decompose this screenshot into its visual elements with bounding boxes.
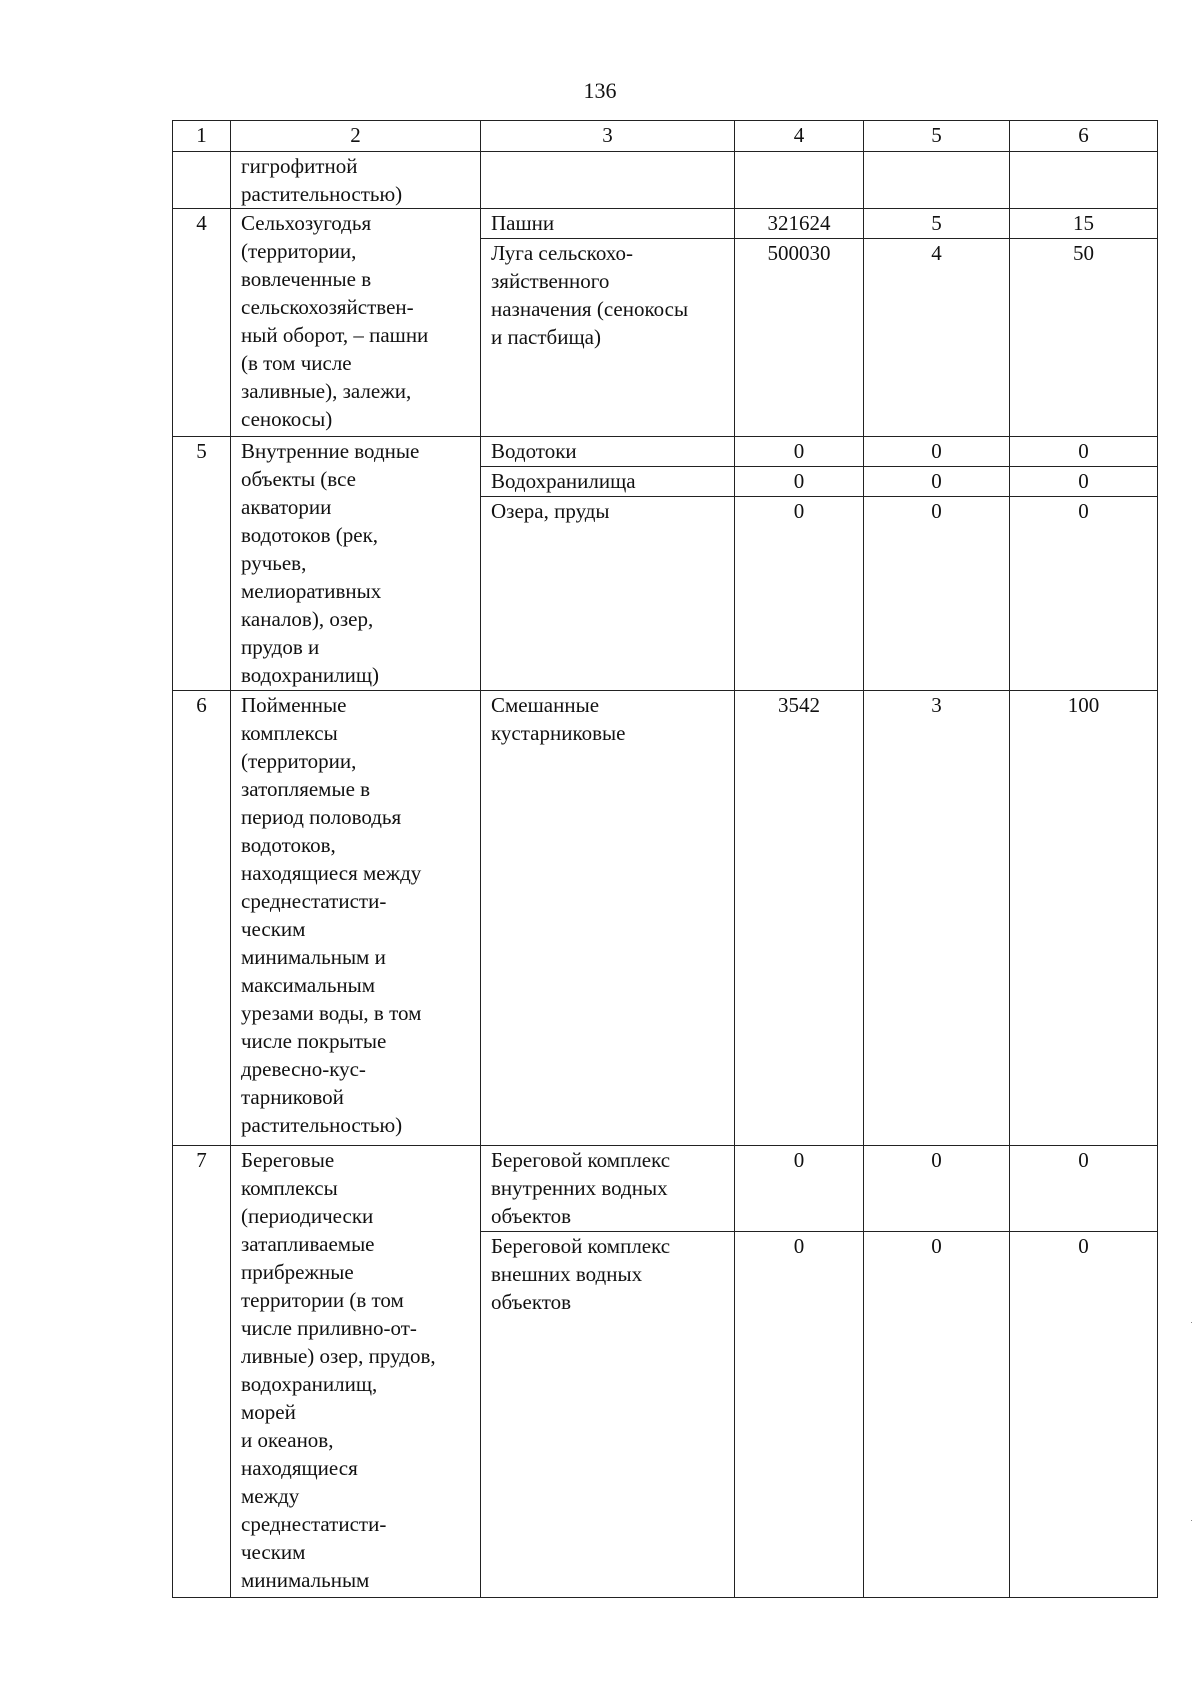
subcategory: Береговой комплекс внешних водных объектов xyxy=(481,1232,735,1598)
value-col5: 0 xyxy=(864,1232,1010,1598)
subcategory xyxy=(481,152,735,209)
value-col4 xyxy=(735,152,864,209)
value-col4: 0 xyxy=(735,1232,864,1598)
value-col6: 0 xyxy=(1010,1232,1158,1598)
row-number: 7 xyxy=(173,1146,231,1598)
category-description: Сельхозугодья (территории, вовлеченные в сельскохозяйствен- ный оборот, – пашни (в том числе заливные), залежи, сенокосы) xyxy=(231,209,481,437)
subcategory: Береговой комплекс внутренних водных объектов xyxy=(481,1146,735,1232)
table-row xyxy=(173,152,1158,209)
subcategory: Пашни xyxy=(481,209,735,239)
value-col4: 0 xyxy=(735,497,864,691)
column-header: 3 xyxy=(481,121,735,152)
column-header: 5 xyxy=(864,121,1010,152)
row-number: 6 xyxy=(173,691,231,1146)
table-row xyxy=(173,691,1158,1146)
category-description: Пойменные комплексы (территории, затопляемые в период половодья водотоков, находящиеся между среднестатисти- ческим минимальным и максимальным урезами воды, в том числе покрытые древесно-кус- тарниковой растительностью) xyxy=(231,691,481,1146)
table-row xyxy=(173,209,1158,239)
page-number: 136 xyxy=(583,78,617,103)
subcategory: Смешанные кустарниковые xyxy=(481,691,735,1146)
value-col6 xyxy=(1010,152,1158,209)
value-col6: 0 xyxy=(1010,437,1158,467)
row-number: 5 xyxy=(173,437,231,691)
value-col4: 321624 xyxy=(735,209,864,239)
value-col5: 0 xyxy=(864,467,1010,497)
value-col5: 0 xyxy=(864,437,1010,467)
value-col4: 3542 xyxy=(735,691,864,1146)
value-col6: 50 xyxy=(1010,239,1158,437)
value-col5: 5 xyxy=(864,209,1010,239)
land-categories-table xyxy=(172,120,1158,1598)
row-number: 4 xyxy=(173,209,231,437)
table-row xyxy=(173,437,1158,467)
value-col6: 0 xyxy=(1010,497,1158,691)
category-description: Внутренние водные объекты (все акватории водотоков (рек, ручьев, мелиоративных каналов), озер, прудов и водохранилищ) xyxy=(231,437,481,691)
column-header: 1 xyxy=(173,121,231,152)
scan-speck xyxy=(1191,1520,1192,1521)
value-col5: 3 xyxy=(864,691,1010,1146)
subcategory: Водохранилища xyxy=(481,467,735,497)
value-col5: 4 xyxy=(864,239,1010,437)
table-row xyxy=(173,1146,1158,1232)
row-number xyxy=(173,152,231,209)
value-col5: 0 xyxy=(864,1146,1010,1232)
value-col6: 0 xyxy=(1010,1146,1158,1232)
subcategory: Озера, пруды xyxy=(481,497,735,691)
value-col4: 0 xyxy=(735,437,864,467)
column-header: 4 xyxy=(735,121,864,152)
value-col5: 0 xyxy=(864,497,1010,691)
column-number-row xyxy=(173,121,1158,152)
value-col6: 100 xyxy=(1010,691,1158,1146)
value-col4: 0 xyxy=(735,1146,864,1232)
value-col6: 0 xyxy=(1010,467,1158,497)
column-header: 2 xyxy=(231,121,481,152)
scan-speck xyxy=(1191,1322,1192,1323)
value-col4: 500030 xyxy=(735,239,864,437)
category-description: Береговые комплексы (периодически затапливаемые прибрежные территории (в том числе приливно-от- ливные) озер, прудов, водохранилищ, морей и океанов, находящиеся между среднестатисти- ческим минимальным xyxy=(231,1146,481,1598)
subcategory: Водотоки xyxy=(481,437,735,467)
subcategory: Луга сельскохо- зяйственного назначения (сенокосы и пастбища) xyxy=(481,239,735,437)
value-col5 xyxy=(864,152,1010,209)
column-header: 6 xyxy=(1010,121,1158,152)
category-description: гигрофитной растительностью) xyxy=(231,152,481,209)
value-col4: 0 xyxy=(735,467,864,497)
value-col6: 15 xyxy=(1010,209,1158,239)
